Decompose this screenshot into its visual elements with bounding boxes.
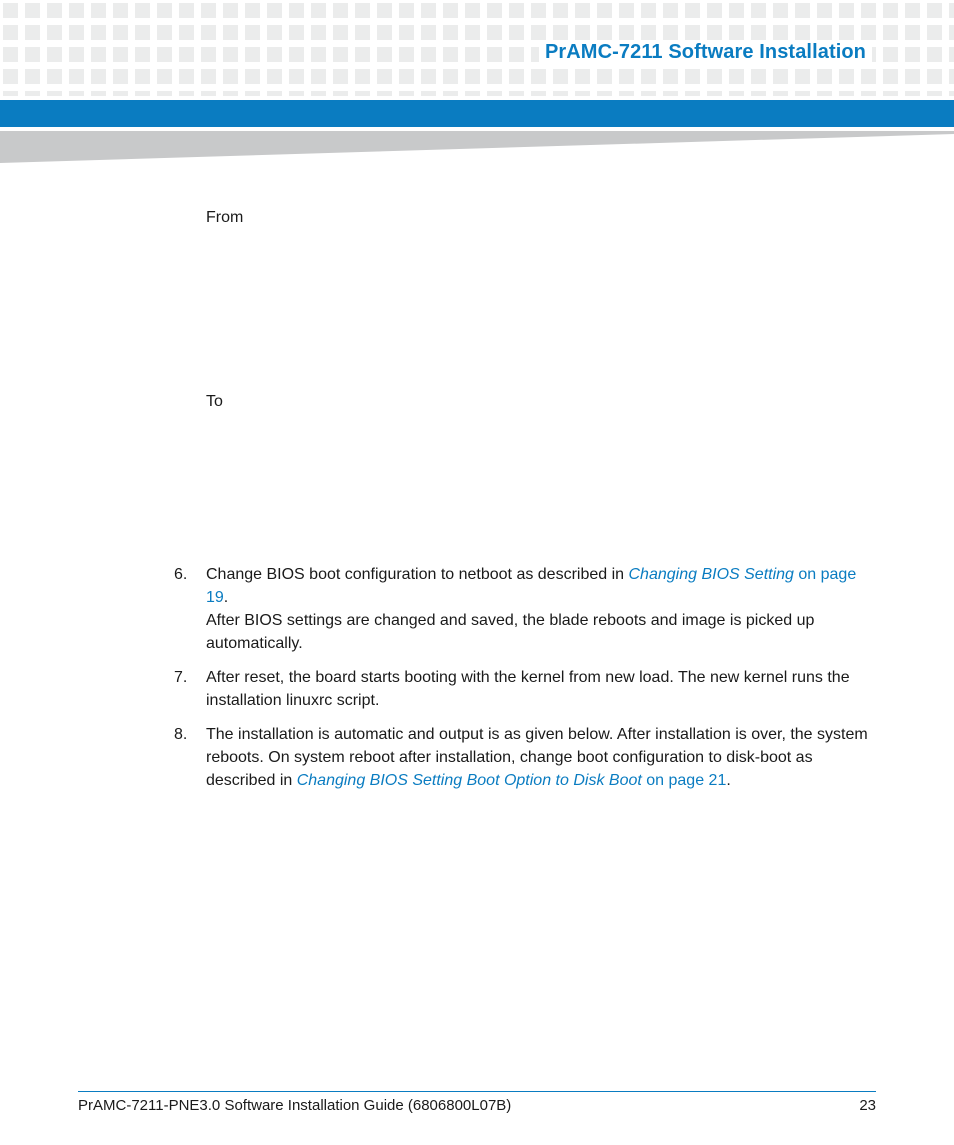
- step-text: The installation is automatic and output is as given below. After installation is over, the system reboots. On system reboot after installation, change boot configuration to disk-boot as described in: [206, 726, 868, 789]
- step-text-end: .: [223, 589, 229, 606]
- step-text-end: .: [726, 772, 731, 789]
- page-reference-link[interactable]: on page 19: [206, 566, 857, 606]
- header-gray-wedge: [0, 131, 954, 163]
- footer-doc-title: PrAMC-7211-PNE3.0 Software Installation Guide (6806800L07B): [78, 1097, 512, 1114]
- cross-reference-link[interactable]: Changing BIOS Setting Boot Option to Disk Boot: [296, 772, 642, 789]
- cross-reference-link[interactable]: Changing BIOS Setting: [628, 566, 794, 583]
- step-number: 8.: [174, 726, 188, 743]
- from-label: From: [206, 209, 244, 226]
- list-item: [174, 563, 874, 655]
- step-number: 7.: [174, 669, 188, 686]
- step-note: After BIOS settings are changed and saved, the blade reboots and image is picked up automatically.: [206, 612, 815, 652]
- to-label: To: [206, 393, 223, 410]
- footer-page-number: 23: [859, 1097, 876, 1114]
- footer-divider: [78, 1091, 876, 1092]
- step-number: 6.: [174, 566, 188, 583]
- steps-list: [174, 563, 874, 803]
- list-item: [174, 723, 874, 792]
- list-item: [174, 666, 874, 712]
- page-header-title: PrAMC-7211 Software Installation: [539, 41, 872, 64]
- step-text: Change BIOS boot configuration to netboot as described in: [206, 566, 629, 583]
- header-blue-bar: [0, 100, 954, 127]
- page-reference-link[interactable]: on page 21: [641, 772, 727, 789]
- step-text: After reset, the board starts booting with the kernel from new load. The new kernel runs the installation linuxrc script.: [206, 669, 850, 709]
